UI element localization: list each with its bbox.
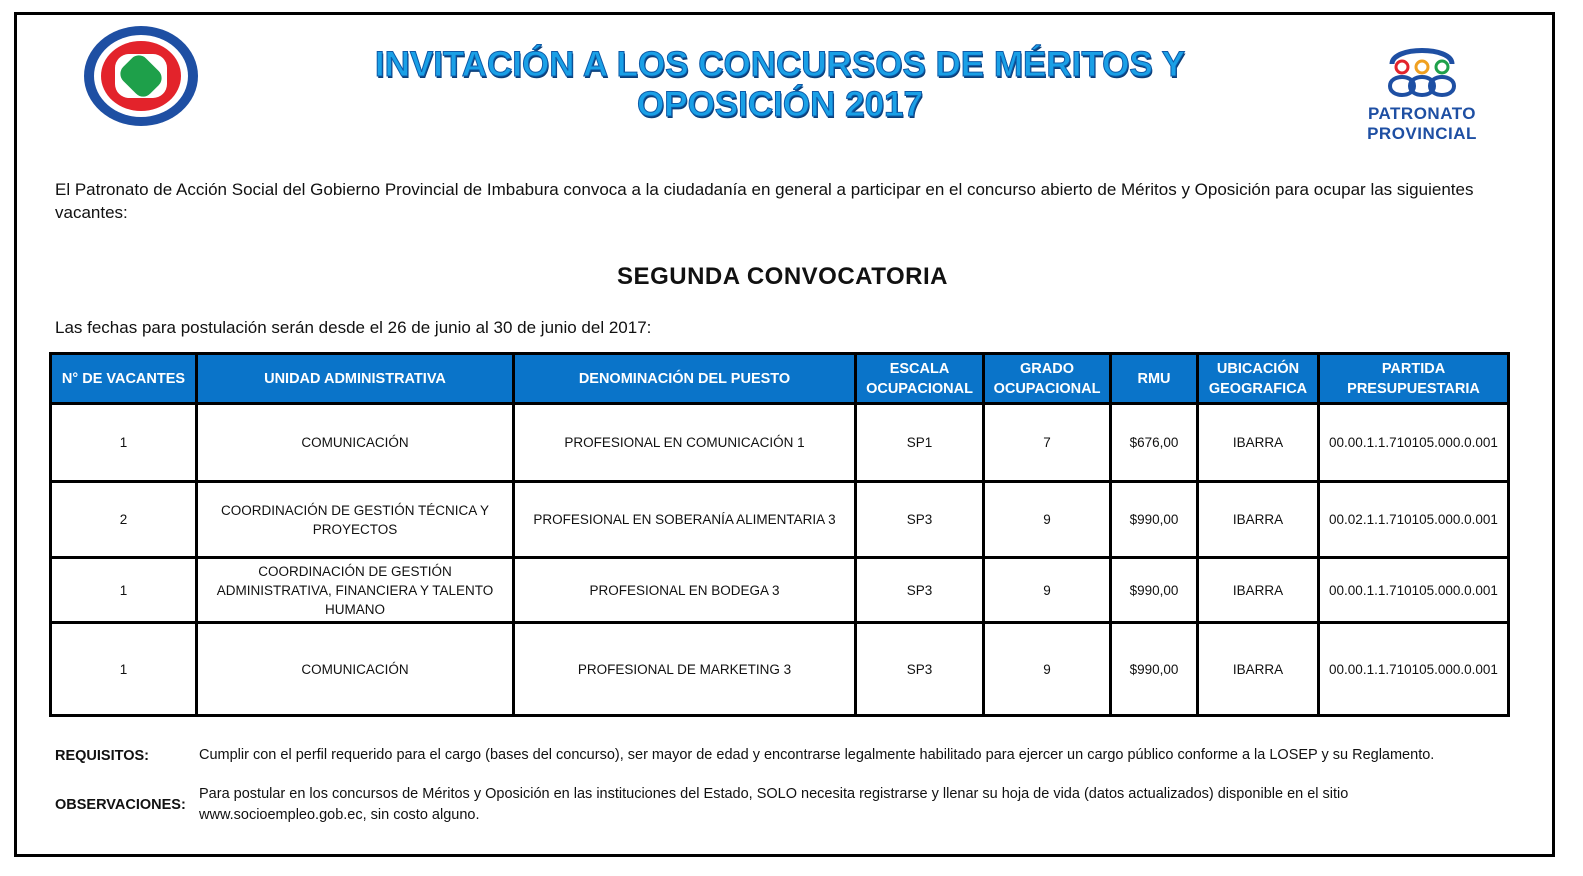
cell-partida: 00.00.1.1.710105.000.0.001 [1319, 404, 1509, 482]
cell-puesto: PROFESIONAL EN COMUNICACIÓN 1 [514, 404, 856, 482]
cell-grado: 7 [984, 404, 1111, 482]
col-header-unidad: UNIDAD ADMINISTRATIVA [197, 354, 514, 404]
table-header-row [51, 354, 1509, 404]
cell-vacantes: 1 [51, 558, 197, 623]
col-header-vacantes: N° DE VACANTES [51, 354, 197, 404]
cell-escala: SP3 [856, 482, 984, 558]
cell-ubicacion: IBARRA [1198, 482, 1319, 558]
requisitos-text: Cumplir con el perfil requerido para el cargo (bases del concurso), ser mayor de edad y encontrarse legalmente habilitado para ejercer un cargo público conforme a la LOSEP y su Reglamento. [199, 747, 1435, 763]
vacancies-table [49, 352, 1510, 717]
cell-escala: SP1 [856, 404, 984, 482]
cell-vacantes: 2 [51, 482, 197, 558]
cell-unidad: COMUNICACIÓN [197, 404, 514, 482]
table-row [51, 404, 1509, 482]
cell-rmu: $990,00 [1111, 482, 1198, 558]
cell-rmu: $676,00 [1111, 404, 1198, 482]
cell-puesto: PROFESIONAL EN SOBERANÍA ALIMENTARIA 3 [514, 482, 856, 558]
table-row [51, 558, 1509, 623]
col-header-grado: GRADO OCUPACIONAL [984, 354, 1111, 404]
cell-ubicacion: IBARRA [1198, 558, 1319, 623]
col-header-rmu: RMU [1111, 354, 1198, 404]
intro-paragraph: El Patronato de Acción Social del Gobierno Provincial de Imbabura convoca a la ciudadanía en general a participar en el concurso abierto de Méritos y Oposición para ocupar las siguientes vacantes: [55, 180, 1474, 222]
table-row [51, 482, 1509, 558]
cell-escala: SP3 [856, 623, 984, 716]
cell-ubicacion: IBARRA [1198, 404, 1319, 482]
convocatoria-heading: SEGUNDA CONVOCATORIA [617, 263, 948, 290]
cell-grado: 9 [984, 623, 1111, 716]
observaciones-label: OBSERVACIONES: [55, 797, 186, 813]
cell-unidad: COORDINACIÓN DE GESTIÓN TÉCNICA Y PROYECTOS [197, 482, 514, 558]
cell-partida: 00.00.1.1.710105.000.0.001 [1319, 558, 1509, 623]
cell-vacantes: 1 [51, 623, 197, 716]
cell-rmu: $990,00 [1111, 558, 1198, 623]
cell-vacantes: 1 [51, 404, 197, 482]
imbabura-logo-icon [82, 24, 200, 128]
cell-unidad: COORDINACIÓN DE GESTIÓN ADMINISTRATIVA, FINANCIERA Y TALENTO HUMANO [197, 558, 514, 623]
col-header-partida: PARTIDA PRESUPUESTARIA [1319, 354, 1509, 404]
requisitos-label: REQUISITOS: [55, 748, 149, 764]
patronato-brand-line-2: PROVINCIAL [1367, 124, 1477, 143]
application-dates: Las fechas para postulación serán desde el 26 de junio al 30 de junio del 2017: [55, 318, 652, 337]
col-header-puesto: DENOMINACIÓN DEL PUESTO [514, 354, 856, 404]
patronato-logo [1362, 42, 1482, 152]
cell-partida: 00.02.1.1.710105.000.0.001 [1319, 482, 1509, 558]
patronato-brand-line-1: PATRONATO [1367, 104, 1477, 123]
cell-puesto: PROFESIONAL EN BODEGA 3 [514, 558, 856, 623]
cell-puesto: PROFESIONAL DE MARKETING 3 [514, 623, 856, 716]
cell-rmu: $990,00 [1111, 623, 1198, 716]
patronato-family-icon [1382, 42, 1462, 104]
cell-partida: 00.00.1.1.710105.000.0.001 [1319, 623, 1509, 716]
cell-unidad: COMUNICACIÓN [197, 623, 514, 716]
cell-grado: 9 [984, 558, 1111, 623]
page-title: INVITACIÓN A LOS CONCURSOS DE MÉRITOS Y OPOSICIÓN 2017 [374, 45, 1186, 124]
cell-escala: SP3 [856, 558, 984, 623]
col-header-ubicacion: UBICACIÓN GEOGRAFICA [1198, 354, 1319, 404]
observaciones-text: Para postular en los concursos de Méritos y Oposición en las instituciones del Estado, SOLO necesita registrarse y llenar su hoja de vida (datos actualizados) disponible en el sitio www.socioempleo.gob.ec, sin costo alguno. [199, 786, 1349, 823]
col-header-escala: ESCALA OCUPACIONAL [856, 354, 984, 404]
cell-grado: 9 [984, 482, 1111, 558]
table-row [51, 623, 1509, 716]
cell-ubicacion: IBARRA [1198, 623, 1319, 716]
